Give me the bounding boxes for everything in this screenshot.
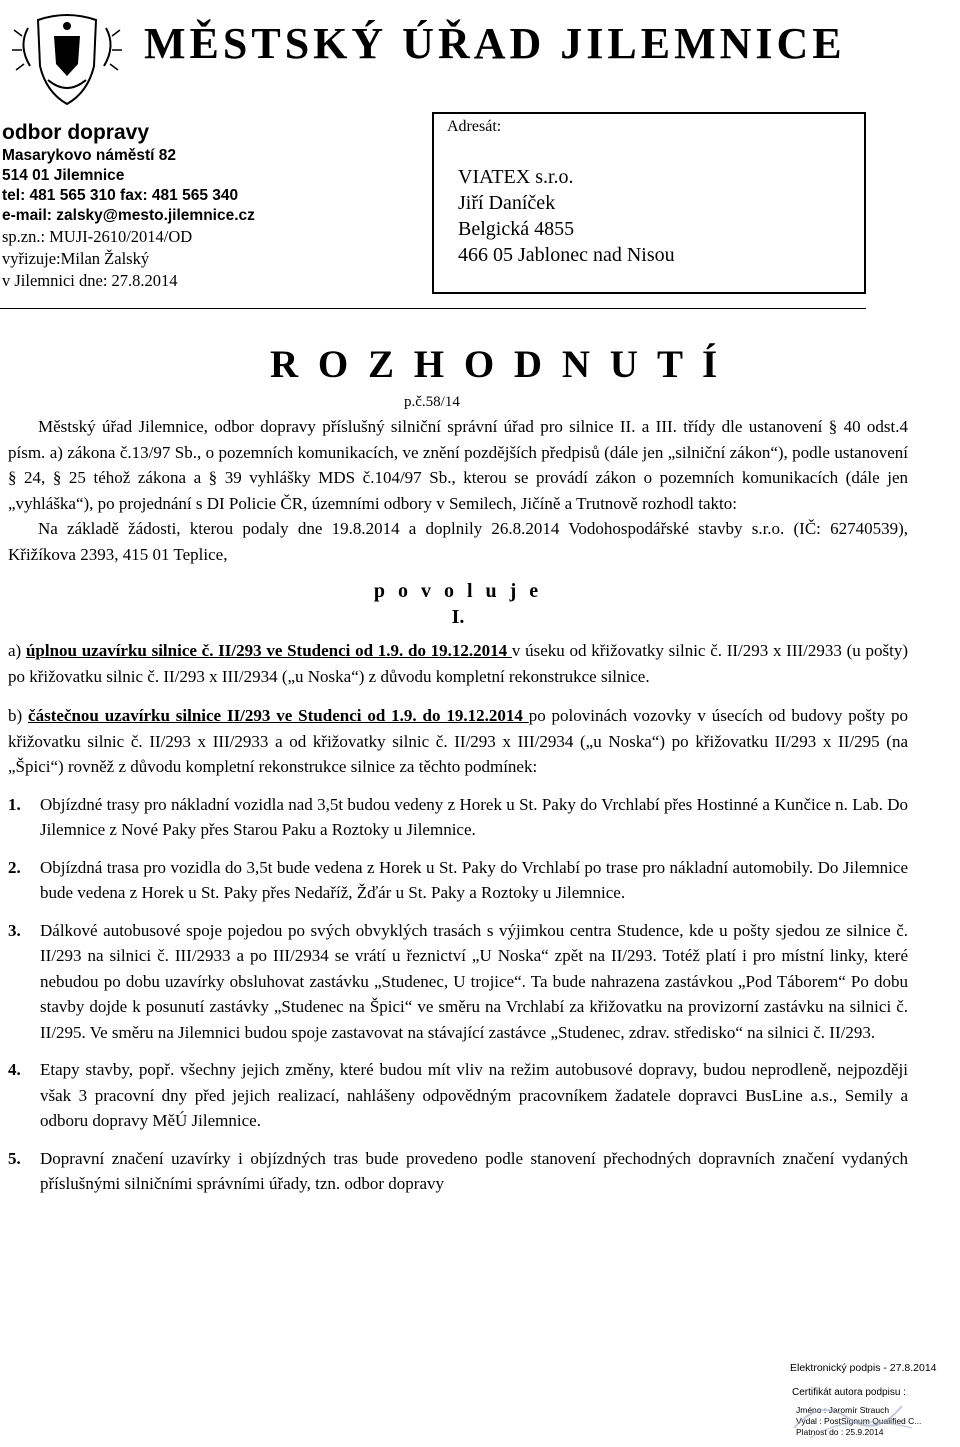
section-number: I. (451, 605, 465, 628)
decision-title: R O Z H O D N U T Í (270, 343, 723, 386)
signature-stamp-icon (790, 1388, 920, 1444)
condition-text: Dálkové autobusové spoje pojedou po svých obvyklých trasách s výjimkou centra Studence, kde u pošty sjedou ze silnice č. II/293 na silnici č. III/2933 a po III/2934 se vrátí u řeznictví „U Noska“ zpět na II/293. Totéž platí i pro místní linky, které nebudou po dobu uzavírky obsluhovat zastávku „Studenec, U trojice“. Ta bude nahrazena zastávkou „Pod Táborem“ Po dobu stavby dojde k posunutí zastávky „Studenec na Špici“ ve směru na Vrchlabí za křižovatku na provizorní zastávku na silnici č. II/295. Ve směru na Jilemnici budou spoje zastavovat na stávající zastávce „Studenec, zdrav. středisko“ na silnici č. II/293. (40, 920, 908, 1042)
signature-issuer: Vydal : PostSignum Qualified C... (796, 1416, 922, 1426)
decision-body (8, 414, 908, 1197)
closure-a (8, 638, 908, 689)
condition-text: Etapy stavby, popř. všechny jejich změny, které budou mít vliv na režim autobusové dopravy, budou neprodleně, nejpozději však 3 pracovní dny před jejich realizací, nahlášeny odpovědným pracovníkem žadatele dopravci BusLine a.s., Semily a odboru dopravy MěÚ Jilemnice. (40, 1060, 908, 1130)
closure-a-headline: úplnou uzavírku silnice č. II/293 ve Studenci od 1.9. do 19.12.2014 (25, 641, 512, 660)
signature-cert-label: Certifikát autora podpisu : (792, 1387, 906, 1398)
handled-by: vyřizuje:Milan Žalský (2, 249, 150, 268)
condition-item (8, 1057, 908, 1134)
condition-item (8, 918, 908, 1046)
closure-b-headline: částečnou uzavírku silnice II/293 ve Studenci od 1.9. do 19.12.2014 (28, 706, 529, 725)
header-divider (0, 308, 866, 309)
department-name: odbor dopravy (2, 121, 150, 144)
condition-text: Objízdná trasa pro vozidla do 3,5t bude vedena z Horek u St. Paky do Vrchlabí po trase pro nákladní automobily. Do Jilemnice bude vedena z Horek u St. Paky přes Nedaříž, Žďár u St. Paky a Roztoky u Jilemnice. (40, 857, 908, 902)
condition-text: Objízdné trasy pro nákladní vozidla nad 3,5t budou vedeny z Horek u St. Paky do Vrchlabí přes Hostinné a Kunčice n. Lab. Do Jilemnice z Nové Paky přes Starou Paku a Roztoky u Jilemnice. (40, 794, 908, 839)
decision-intro: Městský úřad Jilemnice, odbor dopravy příslušný silniční správní úřad pro silnice II. a III. třídy dle ustanovení § 40 odst.4 písm. a) zákona č.13/97 Sb., o pozemních komunikacích, ve znění pozdějších předpisů (dále jen „silniční zákon“), podle ustanovení § 24, § 25 téhož zákona a § 39 vyhlášky MDS č.104/97 Sb., kterou se provádí zákon o pozemních komunikacích (dále jen „vyhláška“), po projednání s DI Policie ČR, územními odbory v Semilech, Jičíně a Trutnově rozhodl takto: (8, 417, 908, 513)
closure-a-details: v úseku od křižovatky silnic č. II/293 x III/2933 (u pošty) po křižovatku silnic č. II/293 x III/2934 („u Noska“) z důvodu kompletní rekonstrukce silnice. (8, 641, 908, 686)
city-coat-of-arms-icon (8, 6, 126, 110)
condition-number: 4. (8, 1060, 21, 1079)
signature-validity: Platnost do : 25.9.2014 (796, 1427, 884, 1437)
request-paragraph: Na základě žádosti, kterou podaly dne 19.8.2014 a doplnily 26.8.2014 Vodohospodářské stavby s.r.o. (IČ: 62740539), Křižíkova 2393, 415 01 Teplice, (8, 519, 908, 564)
condition-number: 1. (8, 794, 21, 814)
office-title: MĚSTSKÝ ÚŘAD JILEMNICE (144, 19, 846, 68)
closure-b-prefix: b) (8, 706, 29, 725)
sender-phone: tel: 481 565 310 fax: 481 565 340 (2, 187, 239, 204)
signature-header: Elektronický podpis - 27.8.2014 (790, 1362, 937, 1374)
condition-number: 2. (8, 857, 21, 877)
sender-postal: 514 01 Jilemnice (2, 167, 125, 184)
closure-a-prefix: a) (8, 641, 26, 660)
condition-text: Dopravní značení uzavírky i objízdných tras bude provedeno podle stanovení přechodných dopravních značení vydaných příslušnými silničními správními úřady, tzn. odbor dopravy (40, 1148, 908, 1193)
condition-item (8, 855, 908, 906)
addressee-label: Adresát: (447, 118, 502, 135)
condition-item (8, 1146, 908, 1197)
condition-item (8, 792, 908, 843)
condition-number: 3. (8, 920, 21, 940)
issue-date: v Jilemnici dne: 27.8.2014 (2, 271, 178, 290)
addressee-city: 466 05 Jablonec nad Nisou (458, 244, 675, 266)
sender-block (2, 120, 255, 292)
file-reference: sp.zn.: MUJI-2610/2014/OD (2, 227, 193, 246)
addressee-company: VIATEX s.r.o. (458, 166, 574, 188)
closure-b (8, 703, 908, 780)
closure-b-details: po polovinách vozovky v úsecích od budovy pošty po křižovatku silnic č. II/293 x III/2933 a od křižovatky silnic č. II/293 x III/2934 („u Noska“) po křižovatku II/293 x II/295 (na „Špici“) rovněž z důvodu kompletní rekonstrukce silnice za těchto podmínek: (8, 706, 908, 776)
addressee-person: Jiří Daníček (458, 192, 556, 214)
signature-name: Jméno : Jaromír Strauch (796, 1405, 890, 1415)
addressee-street: Belgická 4855 (458, 218, 575, 240)
condition-number: 5. (8, 1148, 21, 1168)
verb-permits: p o v o l u j e (373, 580, 543, 602)
sender-email: e-mail: zalsky@mesto.jilemnice.cz (2, 207, 255, 224)
sender-address: Masarykovo náměstí 82 (2, 147, 177, 164)
addressee-box (432, 112, 866, 294)
decision-number: p.č.58/14 (404, 394, 460, 410)
